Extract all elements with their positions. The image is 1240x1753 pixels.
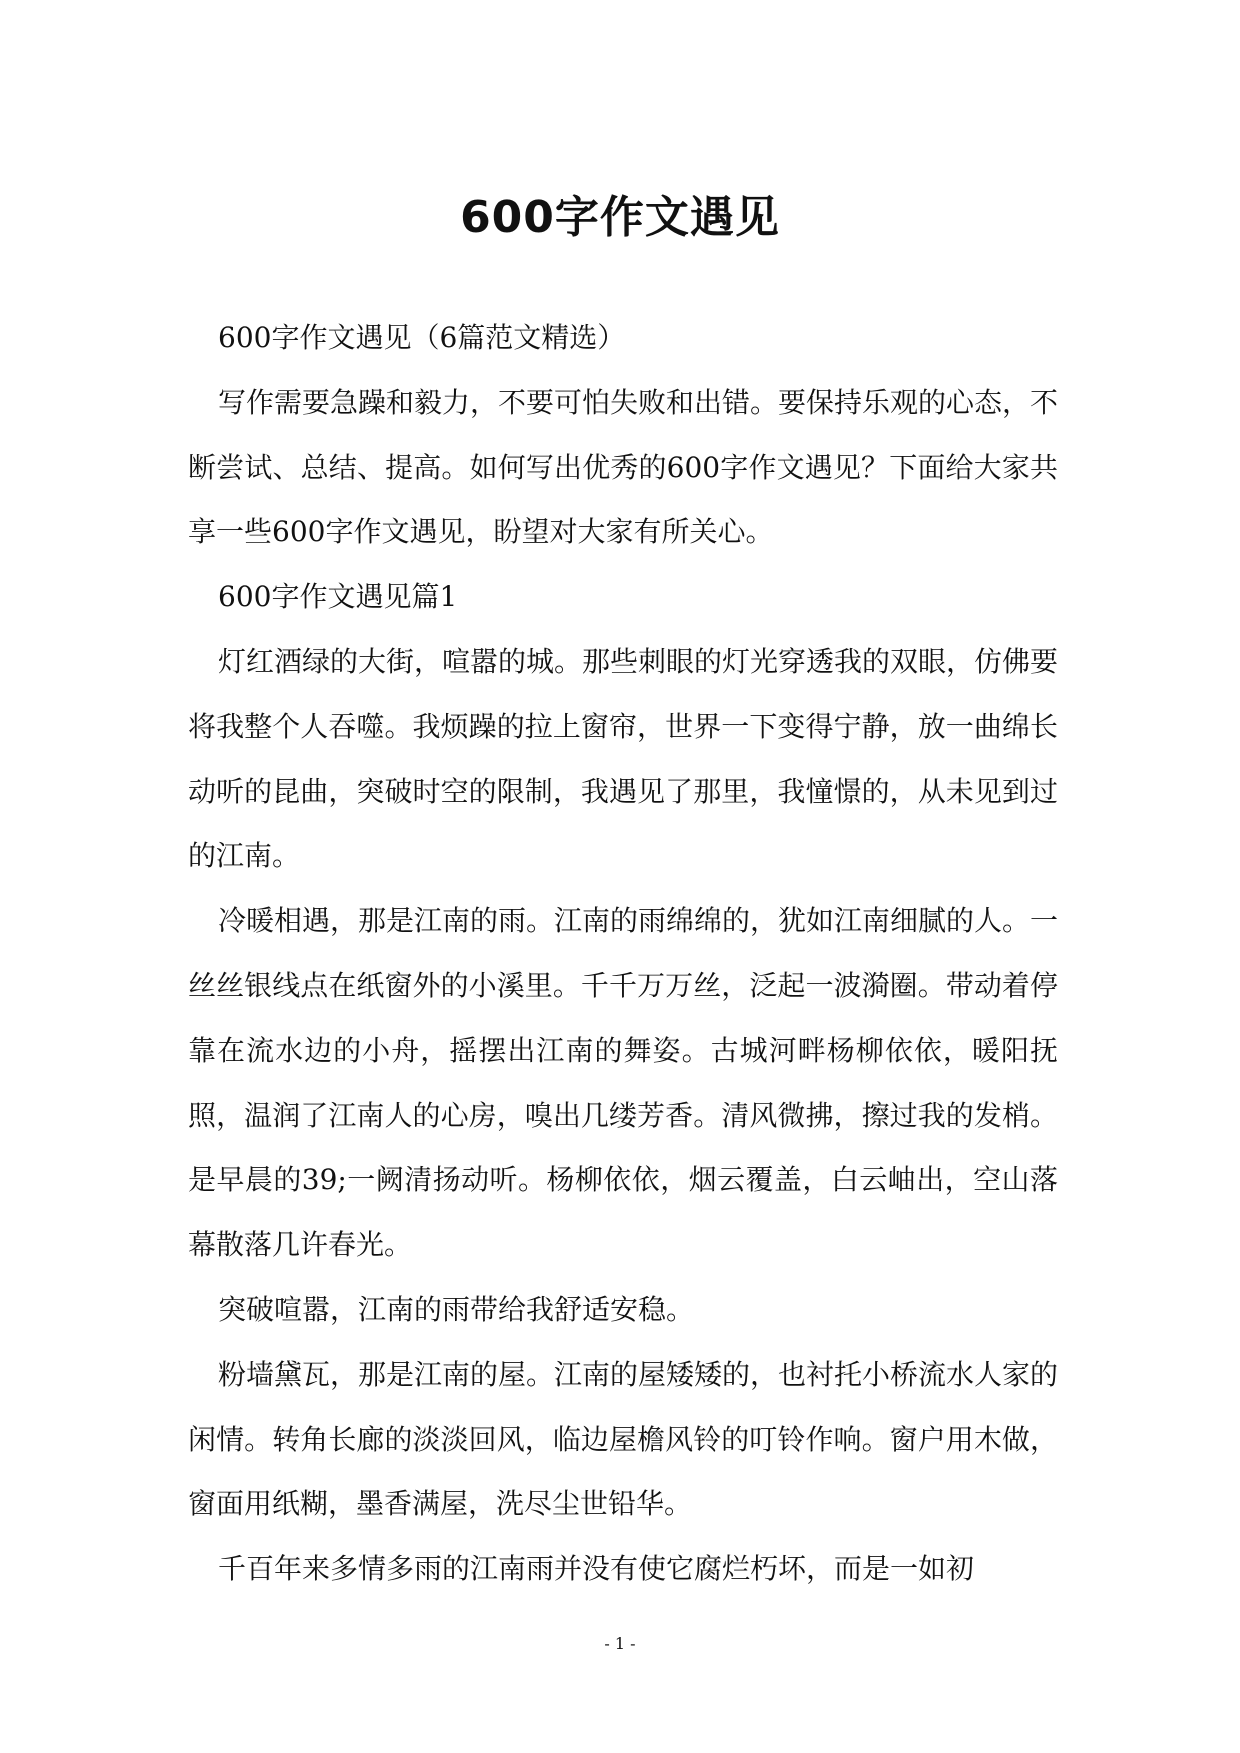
document-title: 600字作文遇见 bbox=[460, 192, 780, 243]
paragraph-intro: 写作需要急躁和毅力，不要可怕失败和出错。要保持乐观的心态，不断尝试、总结、提高。如何写出优秀的600字作文遇见？下面给大家共享一些600字作文遇见，盼望对大家有所关心。 bbox=[188, 385, 1059, 549]
paragraph: 突破喧嚣，江南的雨带给我舒适安稳。 bbox=[218, 1292, 695, 1326]
paragraph: 冷暖相遇，那是江南的雨。江南的雨绵绵的，犹如江南细腻的人。一丝丝银线点在纸窗外的小溪里。千千万万丝，泛起一波漪圈。带动着停靠在流水边的小舟，摇摆出江南的舞姿。古城河畔杨柳依依，暖阳抚照，温润了江南人的心房，嗅出几缕芳香。清风微拂，擦过我的发梢。是早晨的39;一阙清扬动听。杨柳依依，烟云覆盖，白云岫出，空山落幕散落几许春光。 bbox=[188, 904, 1059, 1262]
document-body bbox=[188, 306, 1058, 1602]
paragraph: 千百年来多情多雨的江南雨并没有使它腐烂朽坏，而是一如初 bbox=[218, 1552, 975, 1586]
paragraph-subtitle: 600字作文遇见（6篇范文精选） bbox=[218, 321, 626, 354]
page-number: - 1 - bbox=[604, 1634, 636, 1653]
paragraph: 粉墙黛瓦，那是江南的屋。江南的屋矮矮的，也衬托小桥流水人家的闲情。转角长廊的淡淡回风，临边屋檐风铃的叮铃作响。窗户用木做，窗面用纸糊，墨香满屋，洗尽尘世铅华。 bbox=[188, 1357, 1059, 1521]
paragraph-heading-essay-1: 600字作文遇见篇1 bbox=[218, 580, 458, 614]
paragraph: 灯红酒绿的大街，喧嚣的城。那些刺眼的灯光穿透我的双眼，仿佛要将我整个人吞噬。我烦躁的拉上窗帘，世界一下变得宁静，放一曲绵长动听的昆曲，突破时空的限制，我遇见了那里，我憧憬的，从未见到过的江南。 bbox=[188, 644, 1059, 873]
